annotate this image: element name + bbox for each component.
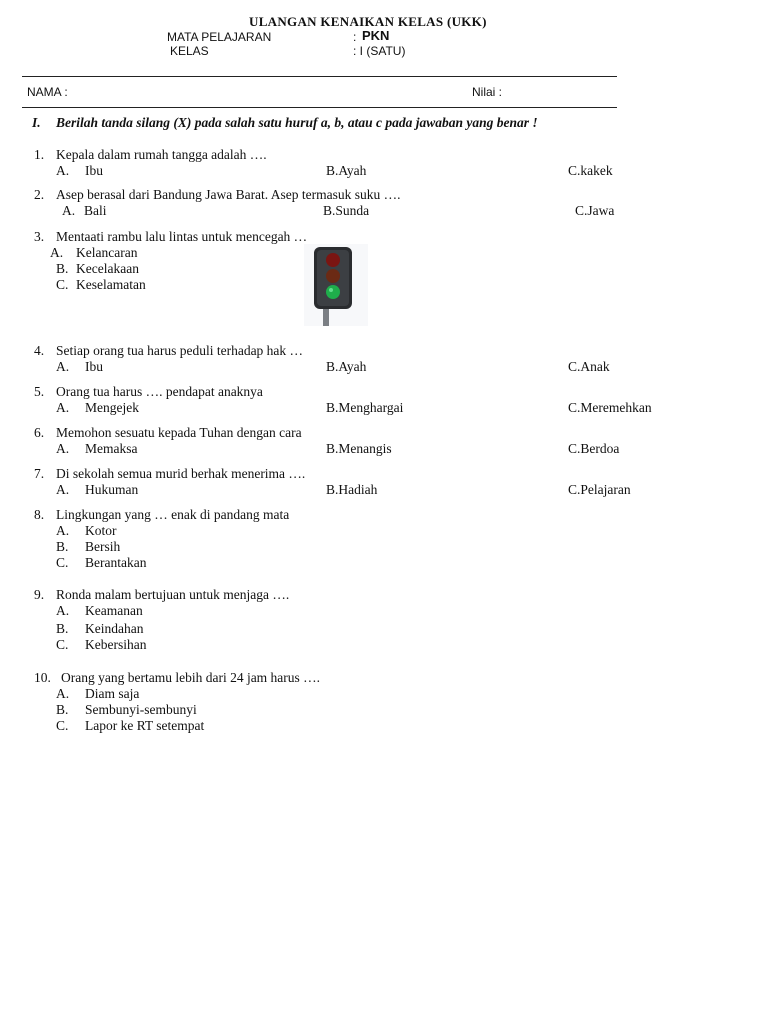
score-field[interactable]: Nilai : (472, 85, 503, 99)
option-a-letter[interactable]: A. (56, 603, 70, 618)
option-a[interactable]: Diam saja (85, 686, 140, 701)
question-number: 7. (34, 466, 45, 481)
option-b[interactable]: B.Menghargai (326, 400, 404, 415)
option-b[interactable]: B.Ayah (326, 359, 367, 374)
option-a[interactable]: Keamanan (85, 603, 143, 618)
option-a-letter[interactable]: A. (56, 482, 70, 497)
subject-colon: : (353, 30, 357, 44)
option-a[interactable]: Bali (84, 203, 107, 218)
option-a-letter[interactable]: A. (56, 523, 70, 538)
option-b[interactable]: Keindahan (85, 621, 144, 636)
class-value: : I (SATU) (353, 44, 406, 58)
option-a-letter[interactable]: A. (62, 203, 76, 218)
option-b[interactable]: B.Sunda (323, 203, 370, 218)
exam-title: ULANGAN KENAIKAN KELAS (UKK) (249, 14, 487, 29)
question-number: 5. (34, 384, 45, 399)
option-a-letter[interactable]: A. (56, 400, 70, 415)
option-c[interactable]: C.Meremehkan (568, 400, 652, 415)
option-b[interactable]: B.Hadiah (326, 482, 378, 497)
question-text: Asep berasal dari Bandung Jawa Barat. Asep termasuk suku …. (56, 187, 401, 202)
option-c[interactable]: C.kakek (568, 163, 613, 178)
option-c[interactable]: Berantakan (85, 555, 147, 570)
divider-top (22, 76, 617, 77)
option-c[interactable]: C.Anak (568, 359, 610, 374)
question-text: Di sekolah semua murid berhak menerima …. (56, 466, 306, 481)
option-b[interactable]: B.Menangis (326, 441, 392, 456)
option-c-letter[interactable]: C. (56, 637, 69, 652)
class-label: KELAS (170, 44, 209, 58)
question-number: 1. (34, 147, 45, 162)
option-c[interactable]: Lapor ke RT setempat (85, 718, 205, 733)
question-text: Setiap orang tua harus peduli terhadap hak … (56, 343, 304, 358)
option-b[interactable]: Bersih (85, 539, 121, 554)
question-number: 6. (34, 425, 45, 440)
option-b[interactable]: Kecelakaan (76, 261, 139, 276)
option-a-letter[interactable]: A. (56, 441, 70, 456)
option-a-letter[interactable]: A. (56, 163, 70, 178)
traffic-light-icon (304, 244, 368, 326)
question-text: Lingkungan yang … enak di pandang mata (56, 507, 290, 522)
question-number: 9. (34, 587, 45, 602)
option-b-letter[interactable]: B. (56, 621, 69, 636)
option-a-letter[interactable]: A. (50, 245, 64, 260)
name-field[interactable]: NAMA : (27, 85, 68, 99)
option-a[interactable]: Ibu (85, 163, 103, 178)
option-a[interactable]: Kelancaran (76, 245, 138, 260)
option-c-letter[interactable]: C. (56, 718, 69, 733)
option-c-letter[interactable]: C. (56, 555, 69, 570)
question-number: 8. (34, 507, 45, 522)
question-number: 3. (34, 229, 45, 244)
option-b-letter[interactable]: B. (56, 261, 69, 276)
question-number: 4. (34, 343, 45, 358)
question-text: Orang yang bertamu lebih dari 24 jam harus …. (61, 670, 321, 685)
question-number: 10. (34, 670, 51, 685)
subject-value: PKN (362, 28, 390, 43)
section-number: I. (32, 115, 41, 130)
option-a[interactable]: Ibu (85, 359, 103, 374)
option-a[interactable]: Hukuman (85, 482, 139, 497)
question-text: Mentaati rambu lalu lintas untuk mencegah … (56, 229, 308, 244)
option-a-letter[interactable]: A. (56, 686, 70, 701)
option-a-letter[interactable]: A. (56, 359, 70, 374)
question-text: Kepala dalam rumah tangga adalah …. (56, 147, 267, 162)
option-b[interactable]: B.Ayah (326, 163, 367, 178)
option-b-letter[interactable]: B. (56, 702, 69, 717)
question-text: Ronda malam bertujuan untuk menjaga …. (56, 587, 290, 602)
option-b-letter[interactable]: B. (56, 539, 69, 554)
option-b[interactable]: Sembunyi-sembunyi (85, 702, 197, 717)
option-c[interactable]: Keselamatan (76, 277, 146, 292)
question-number: 2. (34, 187, 45, 202)
section-instruction: Berilah tanda silang (X) pada salah satu huruf a, b, atau c pada jawaban yang benar ! (56, 115, 538, 130)
option-c[interactable]: Kebersihan (85, 637, 147, 652)
subject-label: MATA PELAJARAN (167, 30, 272, 44)
question-text: Memohon sesuatu kepada Tuhan dengan cara (56, 425, 302, 440)
option-a[interactable]: Kotor (85, 523, 117, 538)
option-c[interactable]: C.Berdoa (568, 441, 620, 456)
option-c-letter[interactable]: C. (56, 277, 69, 292)
option-c[interactable]: C.Pelajaran (568, 482, 631, 497)
option-a[interactable]: Mengejek (85, 400, 139, 415)
option-c[interactable]: C.Jawa (575, 203, 615, 218)
divider-bottom (22, 107, 617, 108)
question-text: Orang tua harus …. pendapat anaknya (56, 384, 263, 399)
option-a[interactable]: Memaksa (85, 441, 138, 456)
